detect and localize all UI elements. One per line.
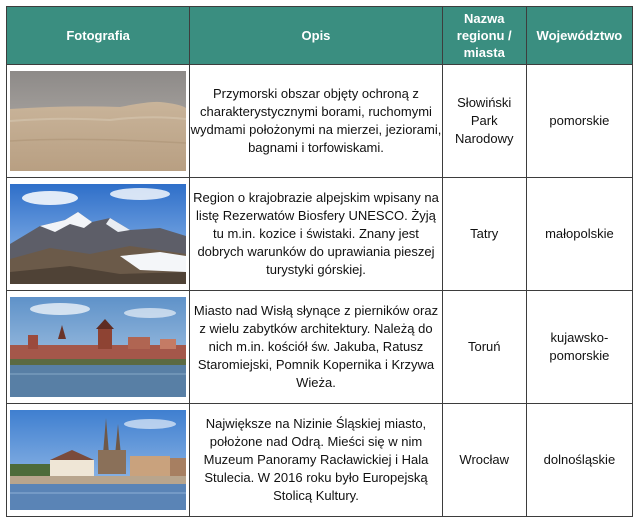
- region-cell: Wrocław: [442, 404, 526, 517]
- region-cell: Toruń: [442, 291, 526, 404]
- regions-table: [6, 6, 633, 517]
- slowinski-dunes-photo: [10, 71, 186, 171]
- photo-cell: [7, 178, 190, 291]
- header-photo: Fotografia: [7, 7, 190, 65]
- voivodeship-cell: kujawsko-pomorskie: [526, 291, 632, 404]
- header-description: Opis: [190, 7, 442, 65]
- region-cell: Słowiński Park Narodowy: [442, 65, 526, 178]
- header-region: [442, 7, 526, 65]
- header-region-label: Nazwa regionu / miasta: [456, 11, 512, 60]
- photo-cell: [7, 65, 190, 178]
- table-row: [7, 404, 633, 517]
- description-cell: Największe na Nizinie Śląskiej miasto, położone nad Odrą. Mieści się w nim Muzeum Panoramy Racławickiej i Hala Stulecia. W 2016 roku było Europejską Stolicą Kultury.: [190, 404, 442, 517]
- description-cell: Przymorski obszar objęty ochroną z charakterystycznymi borami, ruchomymi wydmami położonymi na mierzei, jeziorami, bagnami i torfowiskami.: [190, 65, 442, 178]
- voivodeship-cell: pomorskie: [526, 65, 632, 178]
- region-cell: Tatry: [442, 178, 526, 291]
- table-header-row: [7, 7, 633, 65]
- tatra-mountains-photo: [10, 184, 186, 284]
- description-cell: Miasto nad Wisłą słynące z pierników oraz z wielu zabytków architektury. Należą do nich m.in. kościół św. Jakuba, Ratusz Staromiejski, Pomnik Kopernika i Krzywa Wieża.: [190, 291, 442, 404]
- voivodeship-cell: małopolskie: [526, 178, 632, 291]
- wroclaw-panorama-photo: [10, 410, 186, 510]
- table-row: [7, 65, 633, 178]
- photo-cell: [7, 404, 190, 517]
- photo-cell: [7, 291, 190, 404]
- torun-panorama-photo: [10, 297, 186, 397]
- header-voivodeship: Województwo: [526, 7, 632, 65]
- table-row: [7, 178, 633, 291]
- table-row: [7, 291, 633, 404]
- voivodeship-cell: dolnośląskie: [526, 404, 632, 517]
- description-cell: Region o krajobrazie alpejskim wpisany na listę Rezerwatów Biosfery UNESCO. Żyją tu m.in. kozice i świstaki. Znany jest dobrych warunków do uprawiania pieszej turystyki górskiej.: [190, 178, 442, 291]
